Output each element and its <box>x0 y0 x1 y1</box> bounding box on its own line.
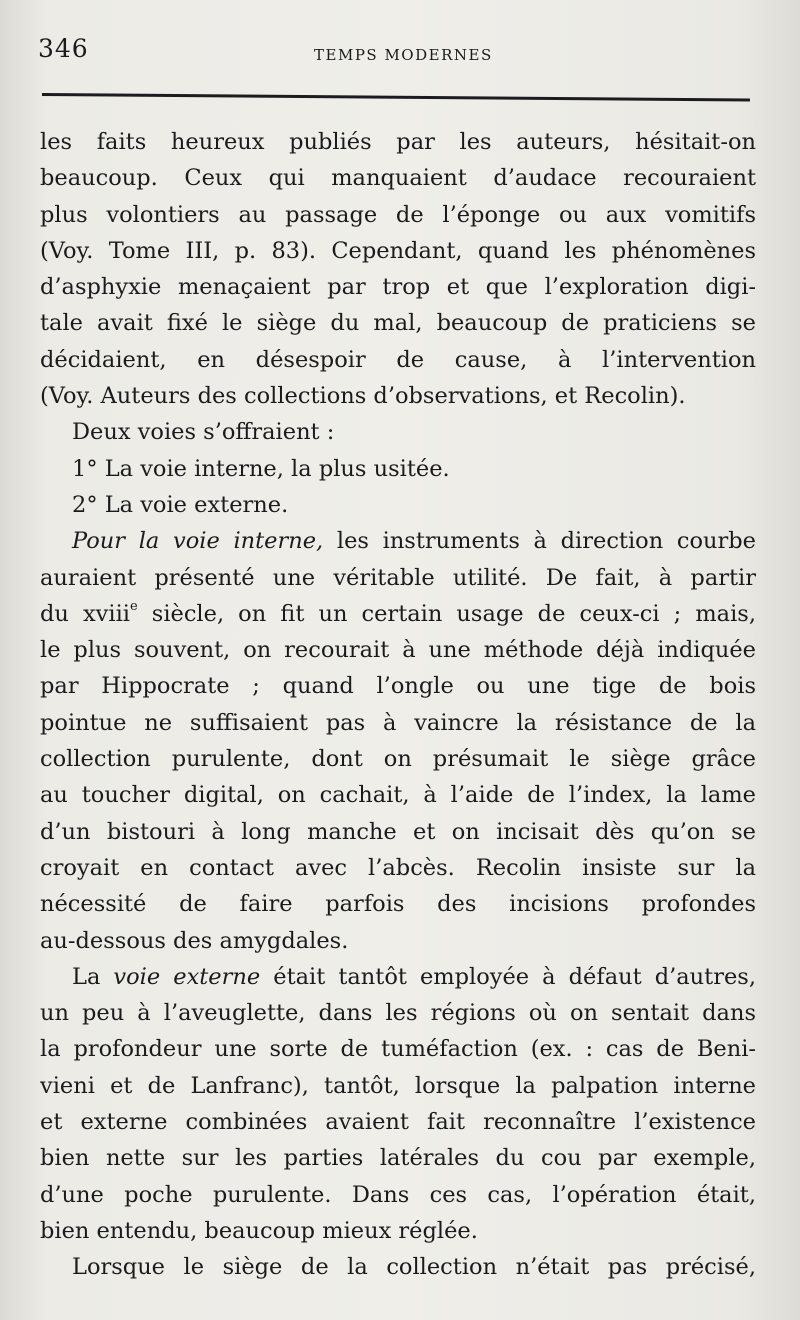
text-line: au toucher digital, on cachait, à l’aide de l’index, la lame <box>40 782 756 809</box>
list-item: 2° La voie externe. <box>72 491 289 518</box>
text-line: plus volontiers au passage de l’éponge ou aux vomitifs <box>40 201 756 228</box>
text-line: d’asphyxie menaçaient par trop et que l’exploration digi- <box>40 274 756 301</box>
text-line: Deux voies s’offraient : <box>72 419 335 446</box>
text-line: vieni et de Lanfranc), tantôt, lorsque la palpation interne <box>40 1072 756 1099</box>
running-head: TEMPS MODERNES <box>314 46 493 64</box>
text-line: au-dessous des amygdales. <box>40 927 349 954</box>
text-line: un peu à l’aveuglette, dans les régions où on sentait dans <box>40 1000 756 1027</box>
text-line: collection purulente, dont on présumait le siège grâce <box>40 746 756 773</box>
italic-phrase: Pour la voie interne, <box>72 528 324 555</box>
header-rule <box>42 93 750 102</box>
text-line: (Voy. Auteurs des collections d’observations, et Recolin). <box>40 383 686 410</box>
text-line: d’un bistouri à long manche et on incisait dès qu’on se <box>40 818 756 845</box>
text-line: nécessité de faire parfois des incisions profondes <box>40 891 756 918</box>
text-line: d’une poche purulente. Dans ces cas, l’opération était, <box>40 1181 756 1208</box>
text-line: Pour la voie interne, les instruments à direction courbe <box>72 528 756 555</box>
page-header <box>38 30 750 70</box>
text-line: tale avait fixé le siège du mal, beaucoup de praticiens se <box>40 310 756 337</box>
text-line: La voie externe était tantôt employée à défaut d’autres, <box>72 963 756 990</box>
text-line: le plus souvent, on recourait à une méthode déjà indiquée <box>40 637 756 664</box>
text-line: bien nette sur les parties latérales du cou par exemple, <box>40 1145 756 1172</box>
text-line: par Hippocrate ; quand l’ongle ou une tige de bois <box>40 673 756 700</box>
text-line: décidaient, en désespoir de cause, à l’intervention <box>40 346 756 373</box>
text-line: croyait en contact avec l’abcès. Recolin insiste sur la <box>40 854 756 881</box>
text-line: et externe combinées avaient fait reconnaître l’existence <box>40 1109 756 1136</box>
page-number: 346 <box>38 34 89 63</box>
text-line: la profondeur une sorte de tuméfaction (ex. : cas de Beni- <box>40 1036 756 1063</box>
text-line: Lorsque le siège de la collection n’était pas précisé, <box>72 1254 756 1281</box>
text-line: pointue ne suffisaient pas à vaincre la résistance de la <box>40 709 756 736</box>
italic-phrase: voie externe <box>113 963 261 990</box>
text-line: auraient présenté une véritable utilité. De fait, à partir <box>40 564 756 591</box>
text-line: (Voy. Tome III, p. 83). Cependant, quand les phénomènes <box>40 237 756 264</box>
body-text <box>40 124 756 1286</box>
text-line: bien entendu, beaucoup mieux réglée. <box>40 1217 478 1244</box>
text-line: les faits heureux publiés par les auteurs, hésitait-on <box>40 129 756 155</box>
superscript: e <box>129 599 138 615</box>
list-item: 1° La voie interne, la plus usitée. <box>72 455 450 482</box>
text-line: du xviii$^e$ siècle, on fit un certain usage de ceux-ci ; mais, <box>40 599 756 627</box>
text-line: beaucoup. Ceux qui manquaient d’audace recouraient <box>40 165 756 192</box>
